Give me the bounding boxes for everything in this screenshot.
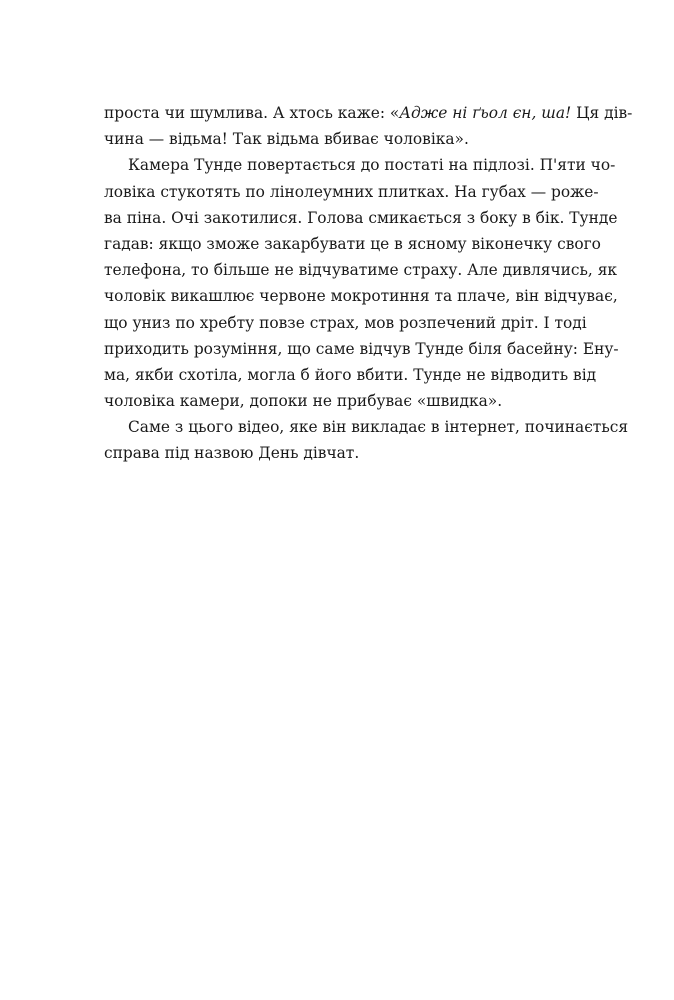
text-line bbox=[104, 283, 618, 309]
text-segment: проста чи шумлива. А хтось каже: « bbox=[104, 104, 400, 122]
text-line bbox=[104, 440, 582, 466]
text-segment: ловіка стукотять по лінолеумних плитках. На губах — роже- bbox=[104, 182, 599, 201]
text-line bbox=[104, 388, 582, 414]
text-line bbox=[104, 414, 629, 440]
text-segment: ма, якби схотіла, могла б його вбити. Тунде не відводить від bbox=[104, 365, 597, 384]
text-line bbox=[104, 100, 633, 126]
italic-quote: Адже ні ґьол єн, ша! bbox=[399, 104, 572, 122]
paragraph bbox=[104, 152, 619, 414]
paragraph bbox=[104, 100, 633, 152]
text-line bbox=[104, 179, 599, 205]
text-segment: Ця дів- bbox=[571, 104, 633, 122]
text-segment: Саме з цього відео, яке він викладає в інтернет, починається bbox=[128, 418, 629, 437]
text-segment: справа під назвою День дівчат. bbox=[104, 444, 360, 463]
text-segment: Камера Тунде повертається до постаті на підлозі. П'яти чо- bbox=[128, 156, 616, 175]
text-segment: чина — відьма! Так відьма вбиває чоловіка». bbox=[104, 130, 469, 149]
text-line bbox=[104, 152, 616, 178]
text-segment: що униз по хребту повзе страх, мов розпечений дріт. І тоді bbox=[104, 313, 587, 332]
text-segment: приходить розуміння, що саме відчув Тунде біля басейну: Ену- bbox=[104, 339, 619, 358]
text-line bbox=[104, 257, 618, 283]
body-text bbox=[104, 100, 633, 467]
text-line bbox=[104, 126, 582, 152]
text-line bbox=[104, 205, 618, 231]
text-segment: гадав: якщо зможе закарбувати це в ясному віконечку свого bbox=[104, 234, 601, 253]
text-segment: чоловік викашлює червоне мокротиння та плаче, він відчуває, bbox=[104, 287, 618, 306]
text-line bbox=[104, 310, 587, 336]
text-line bbox=[104, 336, 619, 362]
text-segment: чоловіка камери, допоки не прибуває «швидка». bbox=[104, 392, 503, 411]
text-segment: ва піна. Очі закотилися. Голова смикається з боку в бік. Тунде bbox=[104, 208, 618, 227]
paragraph bbox=[104, 414, 629, 466]
text-line bbox=[104, 231, 601, 257]
text-segment: телефона, то більше не відчуватиме страху. Але дивлячись, як bbox=[104, 261, 618, 280]
text-line bbox=[104, 362, 597, 388]
